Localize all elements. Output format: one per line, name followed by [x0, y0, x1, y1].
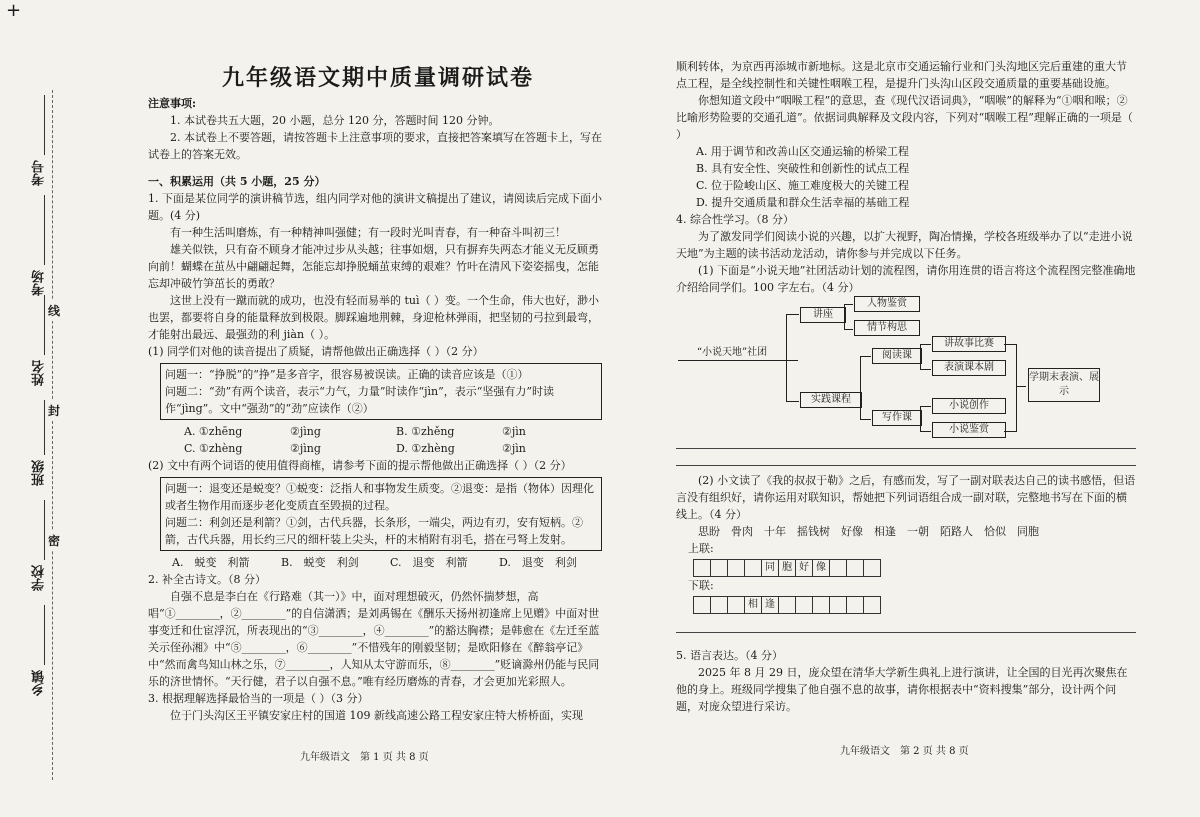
couplet-cell[interactable]: [846, 596, 864, 614]
option-a-2: ②jìng: [290, 425, 321, 438]
fill-line: [44, 195, 45, 265]
flow-connector: [786, 360, 798, 361]
flow-practice: 实践课程: [800, 392, 862, 408]
answer-line[interactable]: [676, 432, 1136, 449]
question-1-1: (1) 同学们对他的读音提出了质疑，请帮他做出正确选择（ ）（2 分）: [148, 345, 484, 358]
question-3-text: 位于门头沟区王平镇安家庄村的国道 109 新线高速公路工程安家庄特大桥桥面，实现: [170, 709, 583, 722]
flow-lecture: 讲座: [800, 307, 846, 323]
option-b-2: ②jìn: [502, 425, 526, 438]
passage-paragraph: 这世上没有一蹴而就的成功，也没有轻而易举的 tuì（ ）变。一个生命，伟大也好，渺小也罢，都要将自身的能量释放到极限。脚踩遍地荆棘，身迎枪林弹雨，把坚韧的弓拉到最弯，才能射出最远、最强劲的利 jiàn（ ）。: [148, 294, 600, 341]
question-4-2: (2) 小文读了《我的叔叔于勒》之后，有感而发，写了一副对联表达自己的读书感悟，但语言没有组织好，请你运用对联知识，帮她把下列词语组合成一副对联，完整地书写在下面的横线上。（4 分）: [676, 474, 1136, 521]
question-4: 4. 综合性学习。（8 分）: [676, 213, 794, 226]
hint-line: 问题二：“劲”有两个读音，表示“力气，力量”时读作“jìn”，表示“坚强有力”时读作“jìng”。文中“强劲”的“劲”应读作（②）: [165, 385, 554, 415]
option-d[interactable]: D. 提升交通质量和群众生活幸福的基础工程: [696, 196, 910, 209]
couplet-cell[interactable]: [795, 596, 813, 614]
flow-lecture-item-1: 人物鉴赏: [854, 296, 920, 312]
passage-paragraph: 有一种生活叫磨炼，有一种精神叫强健；有一段时光叫青春，有一种奋斗叫初三！: [170, 226, 566, 239]
flow-connector: [786, 314, 799, 402]
couplet-cell[interactable]: 同: [761, 559, 779, 577]
flow-lecture-item-2: 情节构思: [854, 320, 920, 336]
couplet-cell[interactable]: 胞: [778, 559, 796, 577]
option-d-1[interactable]: D. ①zhèng: [396, 442, 455, 455]
option-d-2: ②jìn: [502, 442, 526, 455]
page-one: [148, 65, 608, 724]
flow-reading-item-2: 表演课本剧: [932, 360, 1006, 376]
question-2: 2. 补全古诗文。（8 分）: [148, 573, 266, 586]
question-3-ask: 你想知道文段中“咽喉工程”的意思，查《现代汉语词典》，“咽喉”的解释为“①咽和喉；②比喻形势险要的交通孔道”。依据词典解释及文段内容，下列对“咽喉工程”理解正确的一项是（ ）: [676, 94, 1133, 141]
couplet-cell[interactable]: 像: [812, 559, 830, 577]
passage-paragraph: 雄关似铁，只有奋不顾身才能冲过步从头越；往事如烟，只有摒弃失两态才能义无反顾勇向前！蝴蝶在茧丛中翩翩起舞，怎能忘却挣脱蛹茧束缚的艰难？竹叶在清风下姿姿摇曳，怎能忘却冲破竹笋茁长的勇敢？: [148, 243, 599, 290]
flow-final: 学期末表演、展示: [1028, 368, 1100, 402]
hint-line: 问题一：“挣脱”的“挣”是多音字，很容易被误读。正确的读音应该是（①）: [165, 368, 529, 381]
question-4-1: (1) 下面是“小说天地”社团活动计划的流程图，请你用连贯的语言将这个流程图完整准确地介绍给同学们。100 字左右。（4 分）: [676, 264, 1136, 294]
label-exam-room: 考场: [32, 270, 47, 296]
couplet-cell[interactable]: [710, 559, 728, 577]
hint-box-2: [160, 477, 602, 551]
upper-couplet-label: 上联:: [688, 542, 714, 555]
flow-reading-item-1: 讲故事比赛: [932, 336, 1006, 352]
couplet-cell[interactable]: [693, 559, 711, 577]
hint-box-1: [160, 363, 602, 420]
couplet-cell[interactable]: 好: [795, 559, 813, 577]
seal-mark-secret: 密: [48, 530, 60, 551]
note-item: 2. 本试卷上不要答题，请按答题卡上注意事项的要求，直接把答案填写在答题卡上，写在试卷上的答案无效。: [148, 131, 602, 161]
answer-line[interactable]: [676, 622, 1136, 633]
option-a[interactable]: A. 用于调节和改善山区交通运输的桥梁工程: [696, 145, 909, 158]
question-1-2: (2) 文中有两个词语的使用值得商榷，请参考下面的提示帮他做出正确选择（ ）（2 分）: [148, 459, 572, 472]
poetry-fill-text: 自强不息是李白在《行路难（其一）》中，面对理想破灭，仍然怀揣梦想，高唱“①________，②________”的自信潇洒；是刘禹锡在《酬乐天扬州初逢席上见赠》中面对世事变迁和仕宦浮沉，所表现出的“③________，④________”的豁达胸襟；是韩愈在《左迁至蓝关示侄孙湘》中“⑤________，⑥________”不惜残年的刚毅坚韧；是欧阳修在《醉翁亭记》中“然而禽鸟知山林之乐，⑦________，人知从太守游而乐，⑧________”贬谪滁州仍能与民同乐的济世情怀。“天行健，君子以自强不息。”唯有经历磨炼的青春，才会更加光彩照人。: [148, 590, 600, 688]
couplet-cell[interactable]: [846, 559, 864, 577]
label-school: 学校: [32, 565, 47, 591]
option-a-1[interactable]: A. ①zhēng: [184, 425, 243, 438]
fill-line: [44, 605, 45, 665]
couplet-cell[interactable]: [778, 596, 796, 614]
hint-line: 问题一：退变还是蜕变？①蜕变：泛指人和事物发生质变。②退变：是指（物体）因理化或者生物作用而逐步老化变质直至毁损的过程。: [165, 482, 594, 512]
flow-connector: [860, 356, 871, 420]
upper-couplet-grid[interactable]: [694, 559, 1136, 577]
flow-connector: [920, 344, 931, 370]
couplet-words: 思盼 骨肉 十年 摇钱树 好像 相逢 一朝 陌路人 恰似 同胞: [698, 525, 1039, 538]
flow-writing: 写作课: [872, 410, 922, 426]
option-c-1[interactable]: C. ①zhèng: [184, 442, 243, 455]
section-heading: 一、积累运用（共 5 小题，25 分）: [148, 175, 326, 188]
note-item: 1. 本试卷共五大题，20 小题，总分 120 分，答题时间 120 分钟。: [170, 114, 500, 127]
activity-flowchart: [676, 298, 1136, 435]
corner-mark: +: [6, 0, 22, 21]
option-a[interactable]: A. 蜕变 利箭: [172, 556, 250, 569]
lower-couplet-grid[interactable]: [694, 596, 1136, 614]
fill-line: [44, 295, 45, 355]
options-1-1: [148, 423, 608, 457]
couplet-cell[interactable]: 逢: [761, 596, 779, 614]
couplet-cell[interactable]: 相: [744, 596, 762, 614]
options-1-2: [148, 554, 608, 571]
couplet-cell[interactable]: [727, 559, 745, 577]
seal-mark-seal: 封: [48, 400, 60, 421]
option-c[interactable]: C. 退变 利箭: [390, 556, 468, 569]
footer-page-2: 九年级语文 第 2 页 共 8 页: [840, 746, 969, 757]
notes-heading: 注意事项:: [148, 97, 197, 110]
couplet-cell[interactable]: [829, 596, 847, 614]
label-class: 班级: [32, 460, 47, 486]
question-3-continued: 顺利转体，为京西再添城市新地标。这是北京市交通运输行业和门头沟地区完后重建的重大节点工程，是全线控制性和关键性咽喉工程，是提升门头沟山区段交通质量的重要基础设施。: [676, 60, 1127, 90]
fill-line: [44, 500, 45, 560]
fill-line: [44, 400, 45, 455]
flow-root: “小说天地”社团: [678, 346, 786, 361]
option-b-1[interactable]: B. ①zhěng: [396, 425, 455, 438]
option-b[interactable]: B. 蜕变 利剑: [281, 556, 359, 569]
flow-writing-item-1: 小说创作: [932, 398, 1006, 414]
option-d[interactable]: D. 退变 利剑: [499, 556, 577, 569]
flow-connector: [1016, 386, 1026, 387]
couplet-cell[interactable]: [863, 596, 881, 614]
answer-line[interactable]: [676, 449, 1136, 466]
couplet-cell[interactable]: [710, 596, 728, 614]
question-5-text: 2025 年 8 月 29 日，庞众望在清华大学新生典礼上进行演讲，让全国的目光再次聚焦在他的身上。班级同学搜集了他自强不息的故事，请你根据表中“资料搜集”部分，设计两个问题，对庞众望进行采访。: [676, 666, 1128, 713]
fill-line: [44, 95, 45, 155]
flow-reading: 阅读课: [872, 348, 922, 364]
question-3: 3. 根据理解选择最恰当的一项是（ ）（3 分）: [148, 692, 369, 705]
flow-connector: [844, 304, 853, 330]
binding-strip: [0, 0, 62, 817]
exam-title: 九年级语文期中质量调研试卷: [221, 65, 534, 91]
footer-page-1: 九年级语文 第 1 页 共 8 页: [300, 752, 429, 763]
question-4-intro: 为了激发同学们阅读小说的兴趣，以扩大视野，陶冶情操，学校各班级举办了以“走进小说天地”为主题的读书活动龙活动，请你参与并完成以下任务。: [676, 230, 1133, 260]
lower-couplet-label: 下联:: [688, 579, 714, 592]
page-two: [676, 58, 1136, 715]
couplet-cell[interactable]: [812, 596, 830, 614]
flow-connector: [920, 406, 931, 432]
label-township: 乡镇: [32, 670, 47, 696]
couplet-cell[interactable]: [693, 596, 711, 614]
couplet-cell[interactable]: [829, 559, 847, 577]
seal-mark-line: 线: [48, 300, 60, 321]
flow-writing-item-2: 小说鉴赏: [932, 422, 1006, 438]
flow-connector: [1004, 344, 1017, 432]
hint-line: 问题二：利剑还是利箭？①剑，古代兵器，长条形，一端尖，两边有刃，安有短柄。②箭，古代兵器，用长约三尺的细杆装上尖头，杆的末梢附有羽毛，搭在弓弩上发射。: [165, 516, 583, 546]
question-1-intro: 1. 下面是某位同学的演讲稿节选，组内同学对他的演讲文稿提出了建议，请阅读后完成下面小题。(4 分): [148, 192, 602, 222]
option-c[interactable]: C. 位于险峻山区、施工难度极大的关键工程: [696, 179, 910, 192]
question-5: 5. 语言表达。（4 分）: [676, 649, 783, 662]
couplet-cell[interactable]: [863, 559, 881, 577]
couplet-cell[interactable]: [744, 559, 762, 577]
label-name: 姓名: [32, 360, 47, 386]
label-exam-number: 考号: [32, 160, 47, 186]
seal-line: [52, 90, 53, 780]
option-c-2: ②jìng: [290, 442, 321, 455]
couplet-cell[interactable]: [727, 596, 745, 614]
option-b[interactable]: B. 具有安全性、突破性和创新性的试点工程: [696, 162, 910, 175]
